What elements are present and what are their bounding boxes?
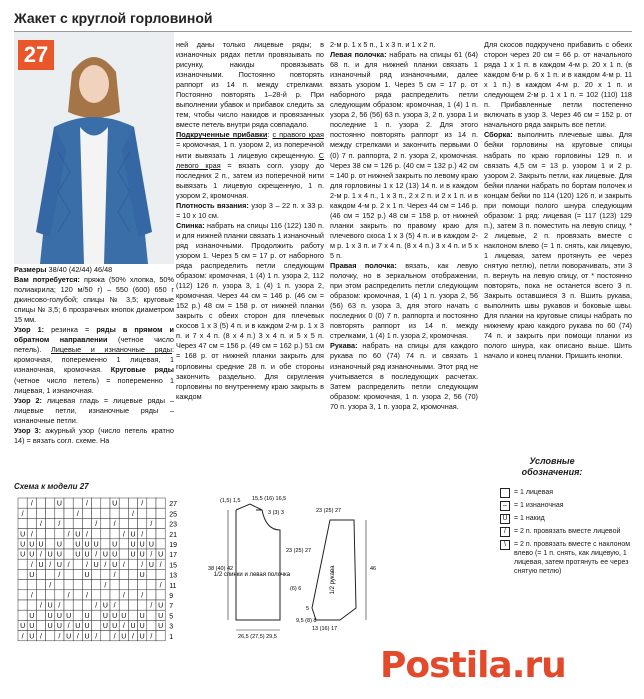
chart-symbol: U (139, 572, 145, 580)
chart-cell (138, 518, 147, 528)
chart-symbol: / (122, 623, 125, 631)
chart-symbol: / (58, 633, 61, 641)
chart-cell (64, 600, 73, 610)
chart-symbol: U (84, 551, 90, 559)
chart-symbol: U (148, 561, 154, 569)
chart-symbol: U (75, 531, 81, 539)
chart-cell (128, 569, 137, 579)
chart-row-label: 25 (169, 511, 177, 519)
chart-cell (119, 569, 128, 579)
chart-symbol: / (58, 521, 61, 529)
legend-symbol: U (500, 514, 510, 524)
chart-symbol: / (104, 582, 107, 590)
knitting-chart (14, 494, 194, 649)
chart-cell (101, 539, 110, 549)
chart-cell (110, 580, 119, 590)
chart-symbol: U (158, 551, 164, 559)
legend-symbol: / (500, 527, 510, 537)
chart-symbol: U (139, 541, 145, 549)
paragraph: Узор 1: резинка = ряды в прямом и обратном направлении (четное число петель). Лицевые и изнаночные ряды: кромочная, попеременно 1 лицевая, 1 изнаночная, кромочная. Круговые ряды (четное число петель) = попеременно 1 лицевая, 1 изнаночная. (14, 325, 175, 395)
chart-cell (119, 549, 128, 559)
pattern-diagram (206, 490, 496, 645)
chart-cell (101, 508, 110, 518)
diagram-mid: 23 (25) 27 (286, 548, 312, 554)
paragraph: Вам потребуется: пряжа (50% хлопка, 50% полиакрила; 120 м/50 г) – 550 (600) 650 г джинсово-голубой; спицы № 3,5; круговые спицы № 3,5; 6 прозрачных кнопок диаметром 15 мм. (14, 275, 174, 325)
paragraph: Левая полочка: набрать на спицы 61 (64) 68 п. и для нижней планки связать 1 изнаночный ряд изнаночными, далее вязать узором 1. Через 5 см = 17 р. от наборного ряда распределить петли следующим образом: кромочная, 1 (4) 1 п. узора 2, 56 (56) 63 п. узора 3, 2 п. узора 1 и последние 1 п. узора 2. Для этого постоянно повторять раппорт из 14 п. между стрелками и закончить первыми 0 (0) 7 п. раппорта, 2 п. узора 2, кромочная. Через 38 см = 126 р. (40 см = 132 р.) 42 см = 140 р. от нижней закрыть по левому краю для горловины 1 х 12 (13) 14 п. и в каждом 2-м р. 1 х 4 п., 1 х 3 п., 2 х 2 п. и 2 х 1 п. и в каждом 4-м р. 2 х 1 п. Через 44 см = 146 р. (46 см = 152 р.) 48 см = 158 р. от нижней планки закрыть по правому краю для плечевого скоса 1 х 3 (5) 4 п. и в каждом 2-м р. 1 х 3 п. и 7 х 4 п. (8 х 4 п.) 3 х 4 п. и 5 х 5 п. (330, 50, 478, 260)
chart-cell (36, 580, 45, 590)
chart-symbol: / (132, 633, 134, 641)
chart-symbol: U (29, 572, 35, 580)
chart-symbol: U (56, 551, 62, 559)
chart-symbol: U (112, 623, 118, 631)
chart-cell (147, 580, 156, 590)
chart-cell (128, 610, 137, 620)
chart-symbol: / (95, 521, 98, 529)
paragraph: ней даны только лицевые ряды; в изнаночных рядах петли провязывать по рисунку, накиды провязывать изнаночными. Постоянно повторять раппорт из 14 п. между стрелками. Постоянно повторять 1–28-й р. При выполнении убавок и прибавок следить за тем, чтобы число накидов и провязанных вместе петель внутри ряда совпадало. (176, 40, 324, 130)
legend-row (500, 488, 640, 498)
chart-cell (92, 569, 101, 579)
chart-row-label: 13 (169, 572, 177, 580)
text-column-4 (484, 40, 632, 362)
legend-text: = 1 накид (514, 515, 545, 522)
chart-symbol: / (122, 592, 125, 600)
chart-cell (156, 498, 165, 508)
chart-symbol: / (67, 623, 70, 631)
chart-cell (101, 631, 110, 641)
chart-symbol: U (121, 612, 127, 620)
chart-cell (156, 569, 165, 579)
chart-symbol: / (49, 561, 52, 569)
chart-symbol: / (21, 510, 24, 518)
chart-cell (156, 590, 165, 600)
chart-cell (36, 498, 45, 508)
diagram-dim-5: 5 (306, 606, 310, 612)
chart-cell (119, 539, 128, 549)
chart-symbol: / (30, 531, 33, 539)
diagram-bottom-right2: 9,5 (8) 8 (296, 618, 317, 624)
chart-symbol: U (38, 541, 44, 549)
legend-text: = 2 п. провязать вместе с наклоном влево (= 1 п. снять, как лицевую, 1 лицевая, затем протянуть ее через снятую петлю) (514, 541, 631, 575)
chart-cell (92, 590, 101, 600)
chart-cell (18, 569, 27, 579)
chart-symbol: / (40, 521, 42, 529)
chart-symbol: U (84, 541, 90, 549)
chart-row-label: 27 (169, 501, 177, 509)
chart-symbol: U (102, 612, 108, 620)
chart-symbol: U (29, 633, 35, 641)
diagram-bottom-left: 26,5 (27,5) 29,5 (238, 634, 277, 640)
chart-cell (119, 508, 128, 518)
chart-row-label: 3 (169, 623, 174, 631)
chart-cell (156, 508, 165, 518)
chart-symbol: / (141, 592, 144, 600)
chart-cell (73, 498, 82, 508)
chart-symbol: / (141, 561, 144, 569)
chart-symbol: U (84, 572, 90, 580)
chart-cell (119, 518, 128, 528)
chart-cell (46, 508, 55, 518)
chart-symbol: U (93, 561, 99, 569)
paragraph: 2-м р. 1 х 5 п., 1 х 3 п. и 1 х 2 п. (330, 40, 436, 49)
chart-symbol: U (102, 602, 108, 610)
chart-cell (147, 569, 156, 579)
chart-cell (92, 610, 101, 620)
chart-cell (119, 580, 128, 590)
chart-symbol: U (93, 541, 99, 549)
chart-symbol: U (130, 531, 136, 539)
chart-symbol: / (95, 633, 98, 641)
chart-cell (55, 529, 64, 539)
chart-symbol: / (150, 521, 153, 529)
chart-cell (27, 600, 36, 610)
model-number-badge: 27 (18, 40, 54, 70)
chart-cell (156, 539, 165, 549)
chart-cell (55, 590, 64, 600)
chart-cell (73, 518, 82, 528)
chart-symbol: / (58, 572, 61, 580)
paragraph: Для скосов подкручено прибавить с обеих сторон через 20 см = 66 р. от начального ряда 1 х 1 п. в каждом 4-м р. 20 х 1 п. (в каждом 6-м р. 6 х 1 п. и в каждом 4-м р. 11 х 1 п.) в каждом 4-м р. 20 х 1 п. и следующем 2-м р. 1 х 1 п. = 102 (110) 118 п. Прибавленные петли постепенно включать в узор 3. Через 46 см = 152 р. от начального ряда закрыть все петли. (484, 40, 632, 130)
chart-row-label: 11 (169, 582, 177, 590)
chart-cell (18, 590, 27, 600)
chart-cell (46, 590, 55, 600)
diagram-bottom-right: 13 (16) 17 (312, 626, 338, 632)
chart-cell (18, 600, 27, 610)
chart-symbol: U (112, 612, 118, 620)
chart-cell (147, 620, 156, 630)
legend-row (500, 540, 640, 576)
chart-symbol: / (150, 551, 153, 559)
chart-cell (64, 508, 73, 518)
chart-cell (138, 580, 147, 590)
chart-row-label: 9 (169, 593, 174, 600)
legend-row (500, 527, 640, 537)
chart-symbol: U (139, 633, 145, 641)
chart-cell (92, 620, 101, 630)
paragraph: Узор 2: лицевая гладь = лицевые ряды – лицевые петли, изнаночные ряды – изнаночные петли. (14, 395, 174, 425)
chart-cell (64, 549, 73, 559)
chart-symbol: / (40, 602, 42, 610)
text-column-3 (330, 40, 478, 412)
chart-cell (128, 498, 137, 508)
chart-symbol: U (56, 612, 62, 620)
chart-cell (101, 498, 110, 508)
chart-cell (27, 580, 36, 590)
chart-cell (73, 610, 82, 620)
chart-symbol: / (113, 521, 116, 529)
chart-symbol: U (56, 561, 62, 569)
chart-cell (64, 580, 73, 590)
chart-symbol: U (84, 612, 90, 620)
chart-symbol: U (56, 623, 62, 631)
chart-cell (55, 580, 64, 590)
chart-symbol: / (40, 633, 42, 641)
chart-cell (73, 580, 82, 590)
text-column-2 (176, 40, 324, 402)
chart-cell (110, 590, 119, 600)
chart-cell (36, 529, 45, 539)
chart-cell (18, 580, 27, 590)
chart-row-label: 7 (169, 603, 174, 611)
chart-cell (147, 529, 156, 539)
diagram-neck1: 15,5 (16) 16,5 (252, 496, 287, 502)
chart-cell (46, 569, 55, 579)
legend-row (500, 501, 640, 511)
diagram-neck2: 3 (3) 3 (268, 510, 284, 516)
chart-cell (128, 518, 137, 528)
chart-cell (128, 590, 137, 600)
chart-symbol: / (21, 633, 24, 641)
chart-symbol: U (84, 633, 90, 641)
chart-cell (147, 508, 156, 518)
chart-symbol: U (56, 500, 62, 508)
chart-symbol: U (102, 623, 108, 631)
chart-symbol: U (139, 551, 145, 559)
legend-title: Условные обозначения: (521, 456, 583, 477)
chart-symbol: / (122, 561, 125, 569)
chart-cell (46, 539, 55, 549)
text-column-1 (14, 265, 174, 446)
chart-symbol: U (20, 541, 26, 549)
legend-text: = 1 изнаночная (514, 502, 564, 509)
diagram-armhole: (6) 6 (290, 586, 302, 592)
chart-cell (64, 539, 73, 549)
chart-cell (82, 508, 91, 518)
paragraph: Плотность вязания: узор 3 – 22 п. х 33 р. = 10 х 10 см. (176, 200, 324, 220)
watermark (380, 644, 566, 686)
diagram-left-label: 1/2 спинки и левая полочка (213, 572, 291, 578)
chart-symbol: U (56, 541, 62, 549)
chart-symbol: / (30, 500, 33, 508)
chart-symbol: / (159, 582, 162, 590)
chart-symbol: / (150, 602, 153, 610)
chart-cell (18, 610, 27, 620)
chart-symbol: / (95, 551, 98, 559)
chart-row-label: 23 (169, 521, 177, 529)
chart-symbol: U (29, 551, 35, 559)
chart-cell (156, 518, 165, 528)
chart-symbol: / (58, 602, 61, 610)
chart-cell (92, 498, 101, 508)
chart-cell (36, 590, 45, 600)
chart-cell (64, 498, 73, 508)
chart-symbol: / (159, 561, 162, 569)
chart-symbol: / (104, 561, 107, 569)
chart-cell (36, 569, 45, 579)
chart-symbol: U (112, 541, 118, 549)
chart-cell (101, 518, 110, 528)
chart-cell (92, 580, 101, 590)
legend-symbol: \ (500, 540, 510, 550)
chart-symbol: / (86, 592, 88, 600)
chart-row-label: 1 (169, 633, 174, 641)
paragraph: Правая полочка: вязать, как левую полочку, но в зеркальном отображении, при этом распределить петли следующим образом: кромочная, 1 (4) 1 п. узора 2, 56 (56) 63 п. узора 3, для этого начать с последних 0 (0) 7 п. раппорта и постоянно повторять раппорт из 14 п. между стрелками, 1 (4) 1 п. узора 2, кромочная. (330, 261, 478, 341)
chart-cell (101, 590, 110, 600)
chart-symbol: U (130, 541, 136, 549)
chart-symbol: U (75, 623, 81, 631)
page-title: Жакет с круглой горловиной (14, 10, 213, 26)
paragraph: Сборка: выполнить плечевые швы. Для бейки горловины на круговые спицы набрать по краю горловины 129 п. и связать 4,5 см = 13 р. узором 1 и 2 р. узором 2. Закрыть петли, как лицевые. Для бейки планки набрать по бортам полочек и концам бейки по 114 (120) 126 п. и закрыть при помощи полого шнура следующим образом: 1 ряд: лицевая (= 117 (123) 129 п.), затем 3 п. поместить на левую спицу, * 2 лицевые, 2 п. провязать вместе с наклоном влево (= 1 п. снять, как лицевую, 1 лицевая, затем протянуть ее через снятую петлю), петли поворачивать, эти 3 п. вернуть на левую спицу, от * постоянно повторять, пока не останется всего 3 п. Закрыть оставшиеся 3 п. Вшить рукава, выполнить швы рукавов и боковые швы. Для планки на круговые спицы набрать по нижнему краю каждого рукава по 60 (74) 74 п. и закрыть при помощи планки из полого шнура, как описано выше. Шить начало и конец планки. Пришить кнопки. (484, 130, 632, 361)
chart-cell (46, 498, 55, 508)
chart-symbol: U (20, 551, 26, 559)
chart-symbol: U (29, 612, 35, 620)
chart-symbol: U (66, 612, 72, 620)
legend-symbol (500, 488, 510, 498)
chart-cell (119, 498, 128, 508)
chart-symbol: U (47, 612, 53, 620)
chart-cell (110, 508, 119, 518)
chart-symbol: U (139, 623, 145, 631)
chart-cell (138, 600, 147, 610)
chart-symbol: U (47, 551, 53, 559)
chart-symbol: / (150, 633, 153, 641)
chart-symbol: / (49, 582, 52, 590)
chart-symbol: U (112, 500, 118, 508)
chart-row-label: 17 (169, 552, 177, 560)
chart-cell (27, 508, 36, 518)
chart-symbol: U (20, 623, 26, 631)
chart-cell (64, 518, 73, 528)
chart-cell (92, 508, 101, 518)
chart-symbol: / (141, 531, 144, 539)
chart-row-label: 5 (169, 613, 174, 621)
chart-symbol: U (47, 602, 53, 610)
paragraph: Узор 3: ажурный узор (число петель кратно 14) = вязать согл. схеме. На (14, 425, 174, 445)
chart-cell (101, 569, 110, 579)
chart-symbol: / (113, 602, 116, 610)
chart-symbol: U (75, 541, 81, 549)
chart-symbol: / (67, 561, 70, 569)
chart-title: Схема к модели 27 (14, 482, 89, 491)
paragraph: Спинка: набрать на спицы 116 (122) 130 п. и для нижней планки связать 1 изнаночный ряд изнаночными. Продолжить работу узором 1. Через 5 см = 17 р. от наборного ряда распределить петли следующим образом: кромочная, 1 (4) 1 п. узора 2, 112 (112) 126 п. узора 3, 1 (4) 1 п. узора 2, кромочная. Через 44 см = 146 р. (46 см = 152 р.) 48 см = 158 р. от нижней планки закрыть с обеих сторон для плечевых скосов 1 х 3 (5) 4 п. и в каждом 2-м р. 1 х 3 п. и 7 х 4 п. (8 х 4 п.) 3 х 4 п. и 5 х 5 п. Через 47 см = 156 р. (49 см = 162 р.) 51 см = 168 р. от нижней планки закрыть для горловины средние 28 п. и обе стороны закончить раздельно. Для скругления горловины по внутреннему краю закрыть в каждом (176, 220, 324, 401)
chart-row-label: 21 (169, 531, 177, 539)
chart-symbol: U (158, 612, 164, 620)
chart-cell (92, 529, 101, 539)
chart-cell (147, 498, 156, 508)
chart-symbol: / (67, 592, 70, 600)
chart-cell (128, 559, 137, 569)
chart-cell (156, 631, 165, 641)
chart-cell (55, 508, 64, 518)
chart-symbol: / (40, 551, 42, 559)
paragraph: Размеры 38/40 (42/44) 46/48 (14, 265, 113, 274)
legend-text: = 1 лицевая (514, 489, 554, 496)
chart-symbol: U (121, 633, 127, 641)
paragraph: Рукава: набрать на спицы для каждого рукава по 60 (74) 74 п. и связать 1 изнаночный ряд изнаночными. Этот ряд не учитывается в последующих расчетах. Затем распределить петли следующим образом: кромочная, 1 п. узора 2, 56 (70) 70 п. узора 3, 1 п. узора 2, кромочная. (330, 341, 478, 411)
chart-symbol: U (158, 602, 164, 610)
chart-symbol: U (47, 623, 53, 631)
chart-cell (82, 600, 91, 610)
chart-symbol: U (20, 531, 26, 539)
chart-symbol: / (141, 500, 144, 508)
chart-cell (36, 610, 45, 620)
chart-symbol: U (158, 623, 164, 631)
diagram-height-left: 38 (40) 42 (208, 566, 234, 572)
chart-cell (147, 590, 156, 600)
chart-cell (110, 529, 119, 539)
chart-symbol: / (86, 561, 88, 569)
chart-cell (46, 529, 55, 539)
chart-symbol: U (38, 561, 44, 569)
chart-symbol: / (30, 561, 33, 569)
paragraph: Подкрученные прибавки: с правого края = кромочная, 1 п. узором 2, из поперечной нити вывязать 1 лицевую скрещенную. С левого края = вязать согл. узору до последних 2 п., затем из поперечной нити вывязать 1 лицевую скрещенную, 1 п. узором 2, кромочная. (176, 130, 324, 200)
chart-cell (128, 600, 137, 610)
chart-symbol: / (132, 510, 134, 518)
chart-row-label: 15 (169, 562, 177, 570)
chart-row-label: 19 (169, 542, 177, 549)
legend-text: = 2 п. провязать вместе лицевой (514, 528, 621, 535)
chart-symbol: U (84, 623, 90, 631)
diagram-height-right: 46 (370, 566, 377, 572)
legend-row (500, 514, 640, 524)
chart-symbol: / (122, 531, 125, 539)
chart-cell (147, 610, 156, 620)
chart-symbol: U (29, 623, 35, 631)
chart-cell (73, 600, 82, 610)
legend (500, 488, 640, 579)
chart-symbol: U (130, 551, 136, 559)
chart-cell (18, 498, 27, 508)
chart-cell (82, 518, 91, 528)
diagram-top-left: (1,5) 1,5 (220, 498, 241, 504)
chart-cell (46, 518, 55, 528)
chart-cell (73, 559, 82, 569)
chart-cell (101, 529, 110, 539)
chart-symbol: / (76, 633, 79, 641)
diagram-right-label: 1/2 рукава (330, 565, 336, 595)
chart-cell (128, 580, 137, 590)
chart-cell (156, 529, 165, 539)
chart-symbol: / (95, 602, 98, 610)
chart-cell (18, 559, 27, 569)
chart-cell (73, 569, 82, 579)
watermark-text: Postila.ru (380, 644, 566, 686)
chart-cell (18, 518, 27, 528)
chart-symbol: U (66, 633, 72, 641)
chart-symbol: / (76, 510, 79, 518)
chart-symbol: / (113, 633, 116, 641)
chart-symbol: U (75, 551, 81, 559)
chart-symbol: U (148, 541, 154, 549)
chart-symbol: U (29, 541, 35, 549)
chart-symbol: / (86, 531, 88, 539)
chart-cell (119, 600, 128, 610)
chart-symbol: / (67, 531, 70, 539)
diagram-right-top: 23 (25) 27 (316, 508, 342, 514)
chart-cell (36, 508, 45, 518)
chart-cell (82, 580, 91, 590)
legend-symbol: – (500, 501, 510, 511)
chart-cell (46, 631, 55, 641)
chart-symbol: / (30, 592, 33, 600)
chart-cell (36, 620, 45, 630)
chart-cell (73, 590, 82, 600)
chart-cell (138, 508, 147, 518)
chart-symbol: / (86, 500, 88, 508)
chart-symbol: U (139, 612, 145, 620)
chart-symbol: / (113, 572, 116, 580)
chart-cell (27, 518, 36, 528)
chart-symbol: U (112, 561, 118, 569)
chart-cell (64, 569, 73, 579)
chart-symbol: U (130, 623, 136, 631)
chart-symbol: U (102, 551, 108, 559)
chart-symbol: U (112, 551, 118, 559)
